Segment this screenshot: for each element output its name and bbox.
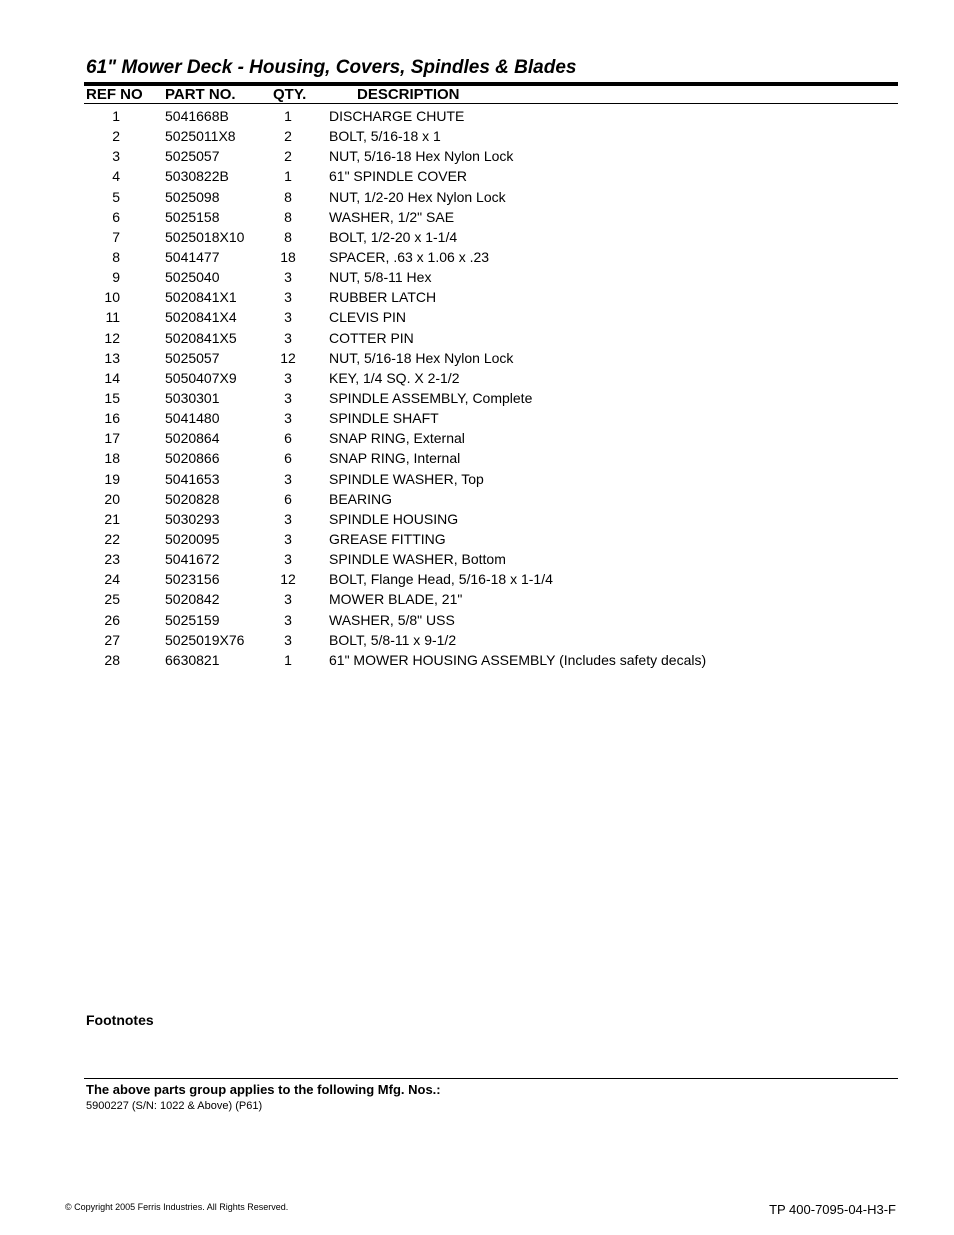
ref-no-cell: 12: [104, 329, 120, 346]
qty-cell: 8: [284, 188, 292, 205]
table-row: [0, 147, 954, 167]
description-cell: BOLT, 1/2-20 x 1-1/4: [329, 228, 458, 245]
qty-cell: 3: [284, 611, 292, 628]
part-no-cell: 5041653: [165, 470, 220, 487]
table-row: [0, 490, 954, 510]
ref-no-cell: 8: [112, 248, 120, 265]
ref-no-cell: 17: [104, 430, 120, 447]
description-cell: DISCHARGE CHUTE: [329, 108, 465, 124]
qty-cell: 3: [284, 369, 292, 386]
table-row: [0, 389, 954, 409]
ref-no-cell: 10: [104, 289, 120, 306]
description-cell: BOLT, 5/8-11 x 9-1/2: [329, 631, 457, 648]
column-header-qty: QTY.: [273, 86, 307, 103]
description-cell: NUT, 1/2-20 Hex Nylon Lock: [329, 188, 506, 205]
table-row: [0, 308, 954, 328]
description-cell: SPACER, .63 x 1.06 x .23: [329, 248, 490, 265]
part-no-cell: 5025011X8: [165, 128, 236, 145]
table-row: [0, 590, 954, 610]
table-row: [0, 550, 954, 570]
part-no-cell: 5020095: [165, 530, 220, 547]
table-row: [0, 570, 954, 590]
table-row: [0, 631, 954, 651]
description-cell: WASHER, 5/8" USS: [329, 611, 455, 628]
column-header-ref-no: REF NO: [86, 86, 143, 103]
table-row: [0, 188, 954, 208]
description-cell: MOWER BLADE, 21": [329, 591, 463, 608]
qty-cell: 8: [284, 228, 292, 245]
part-no-cell: 5025018X10: [165, 228, 245, 245]
ref-no-cell: 18: [104, 450, 120, 467]
qty-cell: 3: [284, 510, 292, 527]
description-cell: SPINDLE HOUSING: [329, 510, 459, 527]
applies-divider: [84, 1078, 898, 1079]
qty-cell: 3: [284, 309, 292, 326]
qty-cell: 1: [284, 651, 292, 668]
part-no-cell: 5025158: [165, 208, 220, 225]
description-cell: NUT, 5/16-18 Hex Nylon Lock: [329, 349, 514, 366]
ref-no-cell: 11: [105, 309, 120, 326]
description-cell: GREASE FITTING: [329, 530, 446, 547]
table-row: [0, 167, 954, 187]
table-row: [0, 409, 954, 429]
applies-item: 5900227 (S/N: 1022 & Above) (P61): [86, 1100, 263, 1112]
part-no-cell: 5030293: [165, 510, 220, 527]
part-no-cell: 5025057: [165, 349, 220, 366]
qty-cell: 8: [284, 208, 292, 225]
ref-no-cell: 6: [112, 208, 120, 225]
footnotes-heading: Footnotes: [86, 1012, 154, 1028]
description-cell: SNAP RING, External: [329, 430, 465, 447]
qty-cell: 3: [284, 551, 292, 568]
table-row: [0, 429, 954, 449]
part-no-cell: 5025098: [165, 188, 220, 205]
part-no-cell: 5050407X9: [165, 369, 237, 386]
qty-cell: 12: [280, 349, 296, 366]
description-cell: BOLT, Flange Head, 5/16-18 x 1-1/4: [329, 571, 553, 588]
part-no-cell: 5025040: [165, 269, 220, 286]
qty-cell: 18: [280, 248, 296, 265]
qty-cell: 12: [280, 571, 296, 588]
qty-cell: 2: [284, 128, 292, 145]
ref-no-cell: 22: [104, 530, 120, 547]
qty-cell: 1: [284, 168, 292, 185]
part-no-cell: 5020866: [165, 450, 220, 467]
ref-no-cell: 2: [112, 128, 120, 145]
column-header-description: DESCRIPTION: [357, 86, 460, 103]
table-row: [0, 470, 954, 490]
part-no-cell: 5041668B: [165, 108, 229, 124]
ref-no-cell: 13: [104, 349, 120, 366]
ref-no-cell: 7: [112, 228, 120, 245]
document-number: TP 400-7095-04-H3-F: [769, 1202, 896, 1217]
description-cell: SPINDLE WASHER, Bottom: [329, 551, 506, 568]
parts-table-header: [0, 86, 954, 104]
qty-cell: 3: [284, 591, 292, 608]
ref-no-cell: 14: [104, 369, 120, 386]
description-cell: NUT, 5/8-11 Hex: [329, 269, 432, 286]
qty-cell: 2: [284, 148, 292, 165]
part-no-cell: 5025019X76: [165, 631, 245, 648]
part-no-cell: 5041480: [165, 410, 220, 427]
ref-no-cell: 28: [104, 651, 120, 668]
part-no-cell: 5020828: [165, 490, 220, 507]
table-row: [0, 208, 954, 228]
ref-no-cell: 23: [104, 551, 120, 568]
table-row: [0, 530, 954, 550]
ref-no-cell: 9: [112, 269, 120, 286]
qty-cell: 6: [284, 430, 292, 447]
part-no-cell: 5020864: [165, 430, 220, 447]
description-cell: KEY, 1/4 SQ. X 2-1/2: [329, 369, 460, 386]
qty-cell: 3: [284, 329, 292, 346]
description-cell: 61" SPINDLE COVER: [329, 168, 468, 185]
description-cell: NUT, 5/16-18 Hex Nylon Lock: [329, 148, 514, 165]
ref-no-cell: 1: [112, 108, 120, 124]
ref-no-cell: 25: [104, 591, 120, 608]
table-row: [0, 449, 954, 469]
ref-no-cell: 26: [104, 611, 120, 628]
applies-heading: The above parts group applies to the following Mfg. Nos.:: [86, 1082, 441, 1097]
ref-no-cell: 3: [112, 148, 120, 165]
description-cell: RUBBER LATCH: [329, 289, 437, 306]
part-no-cell: 5030301: [165, 389, 220, 406]
ref-no-cell: 27: [104, 631, 120, 648]
table-row: [0, 329, 954, 349]
column-header-part-no: PART NO.: [165, 86, 236, 103]
description-cell: COTTER PIN: [329, 329, 414, 346]
part-no-cell: 5041477: [165, 248, 220, 265]
part-no-cell: 5020841X4: [165, 309, 237, 326]
ref-no-cell: 21: [104, 510, 120, 527]
header-divider: [84, 103, 898, 104]
qty-cell: 1: [284, 108, 292, 124]
table-row: [0, 510, 954, 530]
description-cell: CLEVIS PIN: [329, 309, 407, 326]
qty-cell: 3: [284, 631, 292, 648]
qty-cell: 3: [284, 410, 292, 427]
description-cell: SPINDLE SHAFT: [329, 410, 439, 427]
part-no-cell: 6630821: [165, 651, 220, 668]
table-row: [0, 349, 954, 369]
parts-table-body: [0, 107, 954, 671]
table-row: [0, 651, 954, 671]
qty-cell: 6: [284, 490, 292, 507]
description-cell: BEARING: [329, 490, 393, 507]
ref-no-cell: 24: [104, 571, 120, 588]
description-cell: 61" MOWER HOUSING ASSEMBLY (Includes safety decals): [329, 651, 707, 668]
table-row: [0, 268, 954, 288]
part-no-cell: 5020841X5: [165, 329, 237, 346]
part-no-cell: 5020841X1: [165, 289, 237, 306]
description-cell: WASHER, 1/2" SAE: [329, 208, 455, 225]
part-no-cell: 5041672: [165, 551, 220, 568]
table-row: [0, 248, 954, 268]
part-no-cell: 5025159: [165, 611, 220, 628]
qty-cell: 3: [284, 289, 292, 306]
ref-no-cell: 19: [104, 470, 120, 487]
table-row: [0, 369, 954, 389]
ref-no-cell: 4: [112, 168, 120, 185]
ref-no-cell: 20: [104, 490, 120, 507]
qty-cell: 3: [284, 269, 292, 286]
description-cell: SNAP RING, Internal: [329, 450, 461, 467]
qty-cell: 6: [284, 450, 292, 467]
description-cell: SPINDLE WASHER, Top: [329, 470, 484, 487]
table-row: [0, 127, 954, 147]
part-no-cell: 5020842: [165, 591, 220, 608]
table-row: [0, 611, 954, 631]
ref-no-cell: 5: [112, 188, 120, 205]
description-cell: BOLT, 5/16-18 x 1: [329, 128, 441, 145]
ref-no-cell: 16: [104, 410, 120, 427]
qty-cell: 3: [284, 389, 292, 406]
qty-cell: 3: [284, 530, 292, 547]
table-row: [0, 107, 954, 127]
page-title: 61" Mower Deck - Housing, Covers, Spindles & Blades: [86, 57, 577, 78]
description-cell: SPINDLE ASSEMBLY, Complete: [329, 389, 533, 406]
qty-cell: 3: [284, 470, 292, 487]
table-row: [0, 288, 954, 308]
ref-no-cell: 15: [104, 389, 120, 406]
table-row: [0, 228, 954, 248]
part-no-cell: 5025057: [165, 148, 220, 165]
copyright-notice: © Copyright 2005 Ferris Industries. All Rights Reserved.: [65, 1202, 289, 1212]
part-no-cell: 5030822B: [165, 168, 229, 185]
part-no-cell: 5023156: [165, 571, 220, 588]
